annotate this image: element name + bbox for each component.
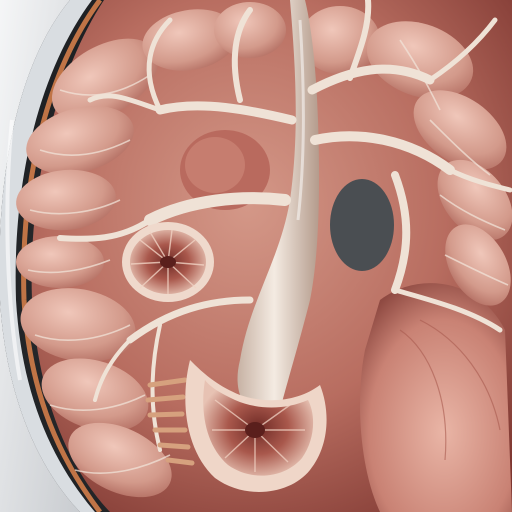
lobule	[16, 236, 104, 288]
small-cup-structure	[122, 222, 214, 302]
large-cup-center	[245, 422, 265, 438]
small-cup-center	[160, 256, 176, 268]
cavity-gap	[330, 179, 394, 271]
central-tissue-highlight	[185, 137, 245, 193]
right-lobe	[360, 283, 512, 512]
